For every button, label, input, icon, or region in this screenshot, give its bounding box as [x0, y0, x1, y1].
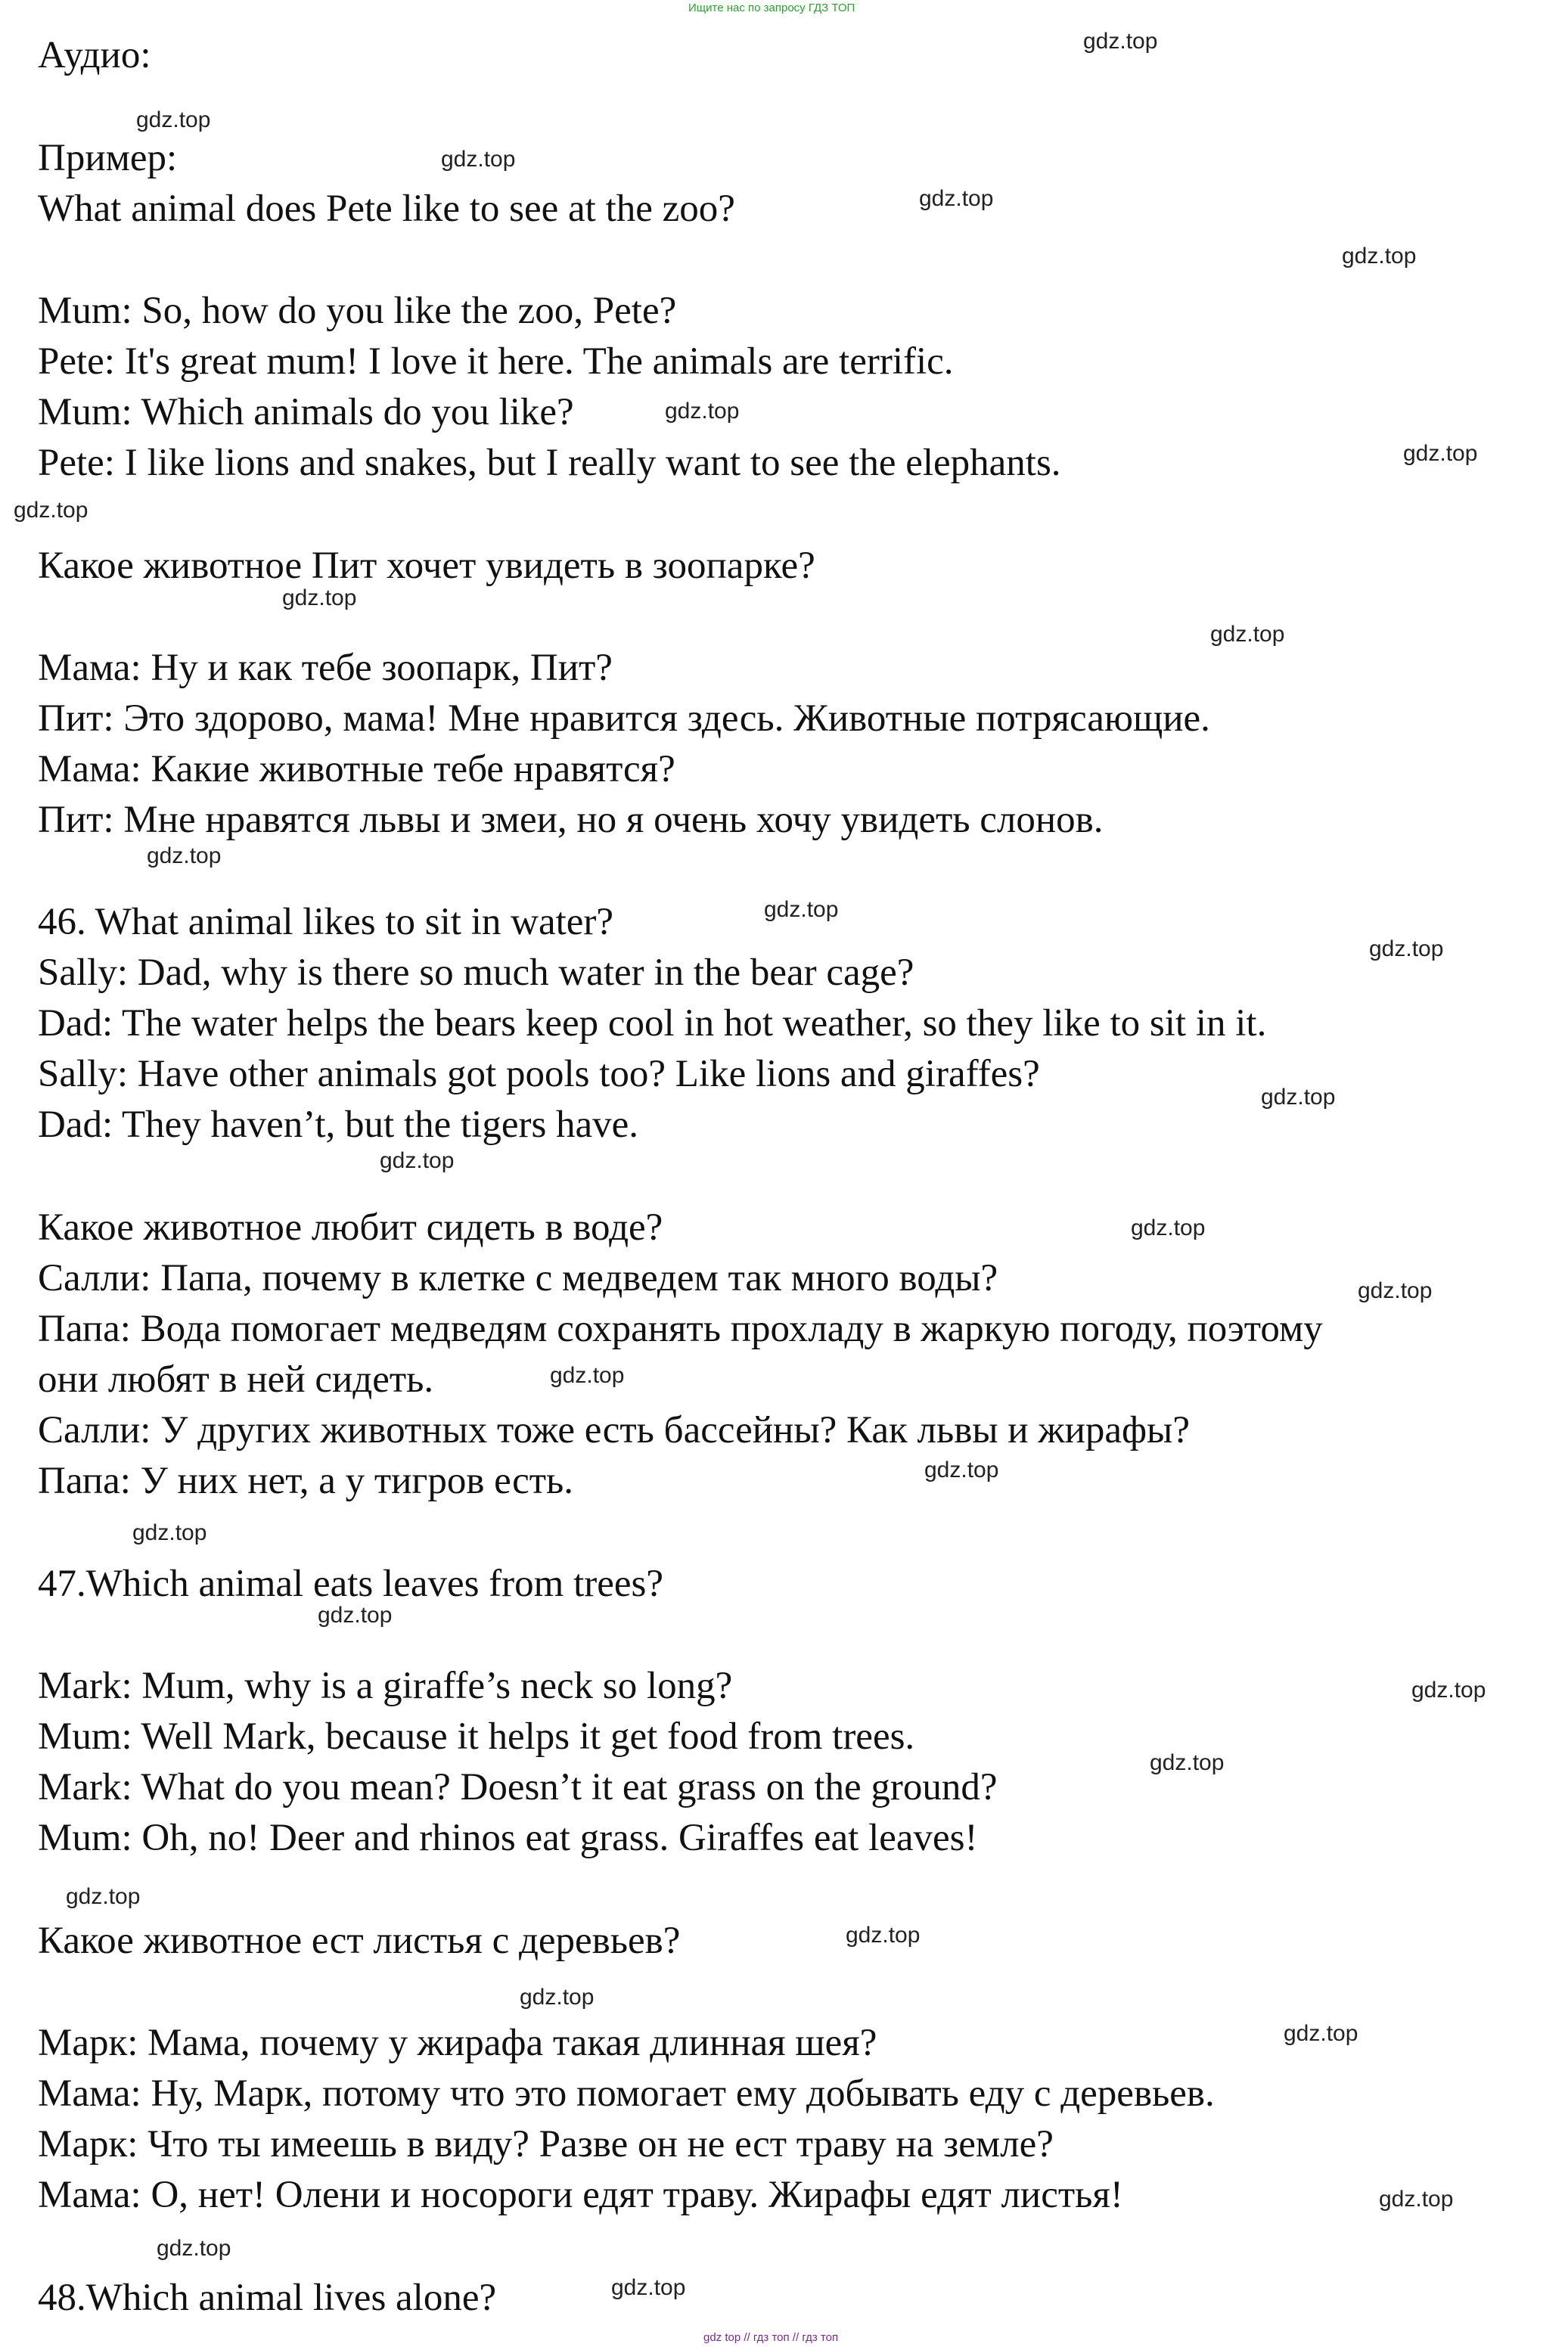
watermark: gdz.top	[136, 107, 211, 132]
watermark: gdz.top	[1411, 1678, 1486, 1703]
dialogue-line: Mum: Which animals do you like?	[38, 391, 574, 433]
translation-line: Мама: Ну и как тебе зоопарк, Пит?	[38, 647, 613, 689]
footer-note: gdz top // гдз топ // гдз топ	[703, 2331, 839, 2344]
example-label: Пример:	[38, 137, 178, 179]
translation-line: Мама: Ну, Марк, потому что это помогает ему добывать еду с деревьев.	[38, 2072, 1215, 2115]
watermark: gdz.top	[1261, 1085, 1336, 1110]
watermark: gdz.top	[1284, 2021, 1358, 2046]
dialogue-line: Mark: What do you mean? Doesn’t it eat grass on the ground?	[38, 1766, 998, 1808]
dialogue-line: Sally: Dad, why is there so much water in the bear cage?	[38, 952, 914, 994]
dialogue-line: Dad: They haven’t, but the tigers have.	[38, 1104, 639, 1146]
translation-line: Пит: Мне нравятся львы и змеи, но я очень хочу увидеть слонов.	[38, 799, 1104, 841]
dialogue-line: Sally: Have other animals got pools too? Like lions and giraffes?	[38, 1053, 1040, 1095]
translation-line: они любят в ней сидеть.	[38, 1358, 434, 1401]
watermark: gdz.top	[924, 1458, 999, 1482]
watermark: gdz.top	[919, 186, 994, 211]
watermark: gdz.top	[1358, 1278, 1433, 1303]
dialogue-line: Mum: So, how do you like the zoo, Pete?	[38, 290, 677, 332]
dialogue-line: Pete: I like lions and snakes, but I really want to see the elephants.	[38, 442, 1061, 484]
translation-line: Папа: Вода помогает медведям сохранять прохладу в жаркую погоду, поэтому	[38, 1308, 1323, 1350]
example-question: What animal does Pete like to see at the zoo?	[38, 188, 735, 230]
translation-question: Какое животное любит сидеть в воде?	[38, 1206, 663, 1249]
translation-line: Марк: Что ты имеешь в виду? Разве он не ест траву на земле?	[38, 2123, 1054, 2165]
dialogue-line: Mum: Oh, no! Deer and rhinos eat grass. Giraffes eat leaves!	[38, 1817, 978, 1859]
translation-line: Марк: Мама, почему у жирафа такая длинная шея?	[38, 2022, 877, 2064]
watermark: gdz.top	[441, 147, 516, 172]
watermark: gdz.top	[1342, 244, 1417, 269]
dialogue-line: Mark: Mum, why is a giraffe’s neck so long?	[38, 1665, 733, 1707]
dialogue-line: Mum: Well Mark, because it helps it get food from trees.	[38, 1715, 915, 1758]
audio-label: Аудио:	[38, 34, 151, 76]
watermark: gdz.top	[132, 1520, 207, 1545]
question-46: 46. What animal likes to sit in water?	[38, 901, 614, 943]
watermark: gdz.top	[764, 897, 839, 922]
translation-question: Какое животное Пит хочет увидеть в зоопарке?	[38, 545, 815, 587]
translation-line: Салли: У других животных тоже есть бассейны? Как львы и жирафы?	[38, 1409, 1190, 1451]
watermark: gdz.top	[550, 1363, 625, 1388]
dialogue-line: Dad: The water helps the bears keep cool in hot weather, so they like to sit in it.	[38, 1002, 1267, 1045]
watermark: gdz.top	[846, 1923, 921, 1948]
watermark: gdz.top	[1150, 1750, 1225, 1775]
translation-line: Папа: У них нет, а у тигров есть.	[38, 1460, 574, 1502]
question-48: 48.Which animal lives alone?	[38, 2277, 497, 2319]
watermark: gdz.top	[665, 399, 740, 424]
watermark: gdz.top	[157, 2236, 231, 2261]
question-47: 47.Which animal eats leaves from trees?	[38, 1563, 663, 1605]
translation-question: Какое животное ест листья с деревьев?	[38, 1920, 681, 1962]
watermark: gdz.top	[1403, 441, 1478, 466]
watermark: gdz.top	[520, 1985, 595, 2010]
translation-line: Пит: Это здорово, мама! Мне нравится здесь. Животные потрясающие.	[38, 697, 1210, 740]
watermark: gdz.top	[147, 843, 222, 868]
watermark: gdz.top	[318, 1603, 393, 1628]
watermark: gdz.top	[1131, 1215, 1206, 1240]
translation-line: Мама: О, нет! Олени и носороги едят траву. Жирафы едят листья!	[38, 2174, 1123, 2216]
watermark: gdz.top	[1369, 936, 1444, 961]
watermark: gdz.top	[1210, 622, 1285, 647]
dialogue-line: Pete: It's great mum! I love it here. The animals are terrific.	[38, 340, 954, 383]
watermark: gdz.top	[380, 1148, 455, 1173]
watermark: gdz.top	[611, 2275, 686, 2300]
translation-line: Мама: Какие животные тебе нравятся?	[38, 748, 675, 790]
watermark: gdz.top	[1379, 2187, 1454, 2212]
header-search-note: Ищите нас по запросу ГДЗ ТОП	[688, 2, 855, 14]
watermark: gdz.top	[1083, 29, 1158, 54]
translation-line: Салли: Папа, почему в клетке с медведем так много воды?	[38, 1257, 998, 1299]
watermark: gdz.top	[282, 585, 357, 610]
watermark: gdz.top	[66, 1884, 141, 1909]
watermark: gdz.top	[14, 498, 88, 523]
